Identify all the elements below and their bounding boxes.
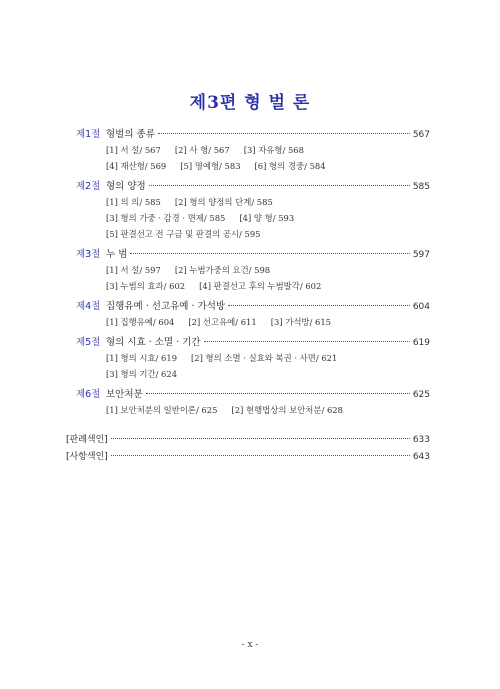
- section-item[interactable]: [1] 집행유예/ 604: [106, 317, 175, 327]
- dot-leader: [130, 253, 409, 254]
- section-list: [106, 142, 430, 174]
- dot-leader: [228, 305, 410, 306]
- section-item[interactable]: [1] 보안처분의 일반이론/ 625: [106, 405, 218, 415]
- section-item[interactable]: [1] 의 의/ 585: [106, 197, 161, 207]
- dot-leader: [146, 393, 410, 394]
- index-page: 643: [412, 452, 430, 462]
- toc-chapter-line[interactable]: [76, 126, 430, 142]
- section-list: [106, 314, 430, 330]
- toc-chapter: [76, 298, 430, 330]
- table-of-contents: [76, 126, 430, 422]
- section-list: [106, 262, 430, 294]
- chapter-number: 제4절: [76, 301, 101, 312]
- section-item[interactable]: [4] 재산형/ 569: [106, 161, 167, 171]
- chapter-page: 597: [412, 250, 430, 260]
- section-item[interactable]: [1] 서 설/ 597: [106, 265, 161, 275]
- dot-leader: [111, 455, 410, 456]
- dot-leader: [158, 133, 410, 134]
- dot-leader: [204, 341, 410, 342]
- chapter-title: 누 범: [106, 249, 128, 260]
- dot-leader: [111, 438, 410, 439]
- chapter-page: 585: [412, 182, 430, 192]
- chapter-title: 보안처분: [106, 389, 143, 400]
- section-list: [106, 402, 430, 418]
- section-item[interactable]: [2] 누범가중의 요건/ 598: [174, 265, 271, 275]
- section-item[interactable]: [5] 명예형/ 583: [180, 161, 241, 171]
- chapter-number: 제1절: [76, 129, 101, 140]
- toc-chapter-line[interactable]: [76, 334, 430, 350]
- toc-chapter: [76, 126, 430, 174]
- index-entry[interactable]: [66, 449, 430, 465]
- part-title: 제3편 형 벌 론: [189, 93, 311, 113]
- page-number: - x -: [241, 640, 259, 650]
- index-page: 633: [412, 435, 430, 445]
- chapter-title: 형의 시효 · 소멸 · 기간: [106, 337, 201, 348]
- section-item[interactable]: [6] 형의 경중/ 584: [254, 161, 326, 171]
- section-row: [106, 402, 430, 418]
- index-label: [사항색인]: [66, 452, 108, 462]
- toc-chapter-line[interactable]: [76, 246, 430, 262]
- toc-chapter: [76, 386, 430, 418]
- section-item[interactable]: [3] 자유형/ 568: [243, 145, 304, 155]
- section-item[interactable]: [4] 판결선고 후의 누범발각/ 602: [199, 281, 322, 291]
- section-list: [106, 194, 430, 242]
- section-row: [106, 350, 430, 366]
- section-item[interactable]: [2] 현행법상의 보안처분/ 628: [231, 405, 343, 415]
- section-row: [106, 194, 430, 210]
- chapter-page: 567: [412, 130, 430, 140]
- index-section: [66, 432, 430, 466]
- toc-chapter: [76, 246, 430, 294]
- chapter-page: 625: [412, 390, 430, 400]
- section-row: [106, 314, 430, 330]
- section-row: [106, 158, 430, 174]
- index-entry[interactable]: [66, 432, 430, 448]
- section-item[interactable]: [2] 형의 양정의 단계/ 585: [174, 197, 273, 207]
- chapter-number: 제3절: [76, 249, 101, 260]
- section-row: [106, 210, 430, 226]
- section-item[interactable]: [5] 판결선고 전 구금 및 판결의 공시/ 595: [106, 229, 261, 239]
- chapter-number: 제5절: [76, 337, 101, 348]
- toc-chapter-line[interactable]: [76, 298, 430, 314]
- section-item[interactable]: [2] 선고유예/ 611: [188, 317, 257, 327]
- section-row: [106, 278, 430, 294]
- chapter-number: 제2절: [76, 181, 101, 192]
- section-item[interactable]: [3] 가석방/ 615: [270, 317, 331, 327]
- chapter-page: 619: [412, 338, 430, 348]
- dot-leader: [149, 185, 410, 186]
- section-item[interactable]: [2] 사 형/ 567: [174, 145, 230, 155]
- chapter-title: 형벌의 종류: [106, 129, 155, 140]
- section-row: [106, 226, 430, 242]
- section-row: [106, 366, 430, 382]
- section-item[interactable]: [4] 양 형/ 593: [239, 213, 295, 223]
- toc-chapter: [76, 334, 430, 382]
- chapter-title: 집행유예 · 선고유예 · 가석방: [106, 301, 226, 312]
- index-label: [판례색인]: [66, 435, 108, 445]
- chapter-number: 제6절: [76, 389, 101, 400]
- section-item[interactable]: [3] 형의 기간/ 624: [106, 369, 178, 379]
- section-item[interactable]: [3] 형의 가중 · 감경 · 면제/ 585: [106, 213, 226, 223]
- toc-chapter-line[interactable]: [76, 178, 430, 194]
- section-item[interactable]: [3] 누범의 효과/ 602: [106, 281, 186, 291]
- chapter-page: 604: [412, 302, 430, 312]
- section-item[interactable]: [1] 형의 시효/ 619: [106, 353, 178, 363]
- section-item[interactable]: [1] 서 설/ 567: [106, 145, 161, 155]
- section-row: [106, 262, 430, 278]
- toc-chapter-line[interactable]: [76, 386, 430, 402]
- section-row: [106, 142, 430, 158]
- section-list: [106, 350, 430, 382]
- toc-chapter: [76, 178, 430, 242]
- section-item[interactable]: [2] 형의 소멸 · 실효와 복권 · 사면/ 621: [191, 353, 338, 363]
- chapter-title: 형의 양정: [106, 181, 146, 192]
